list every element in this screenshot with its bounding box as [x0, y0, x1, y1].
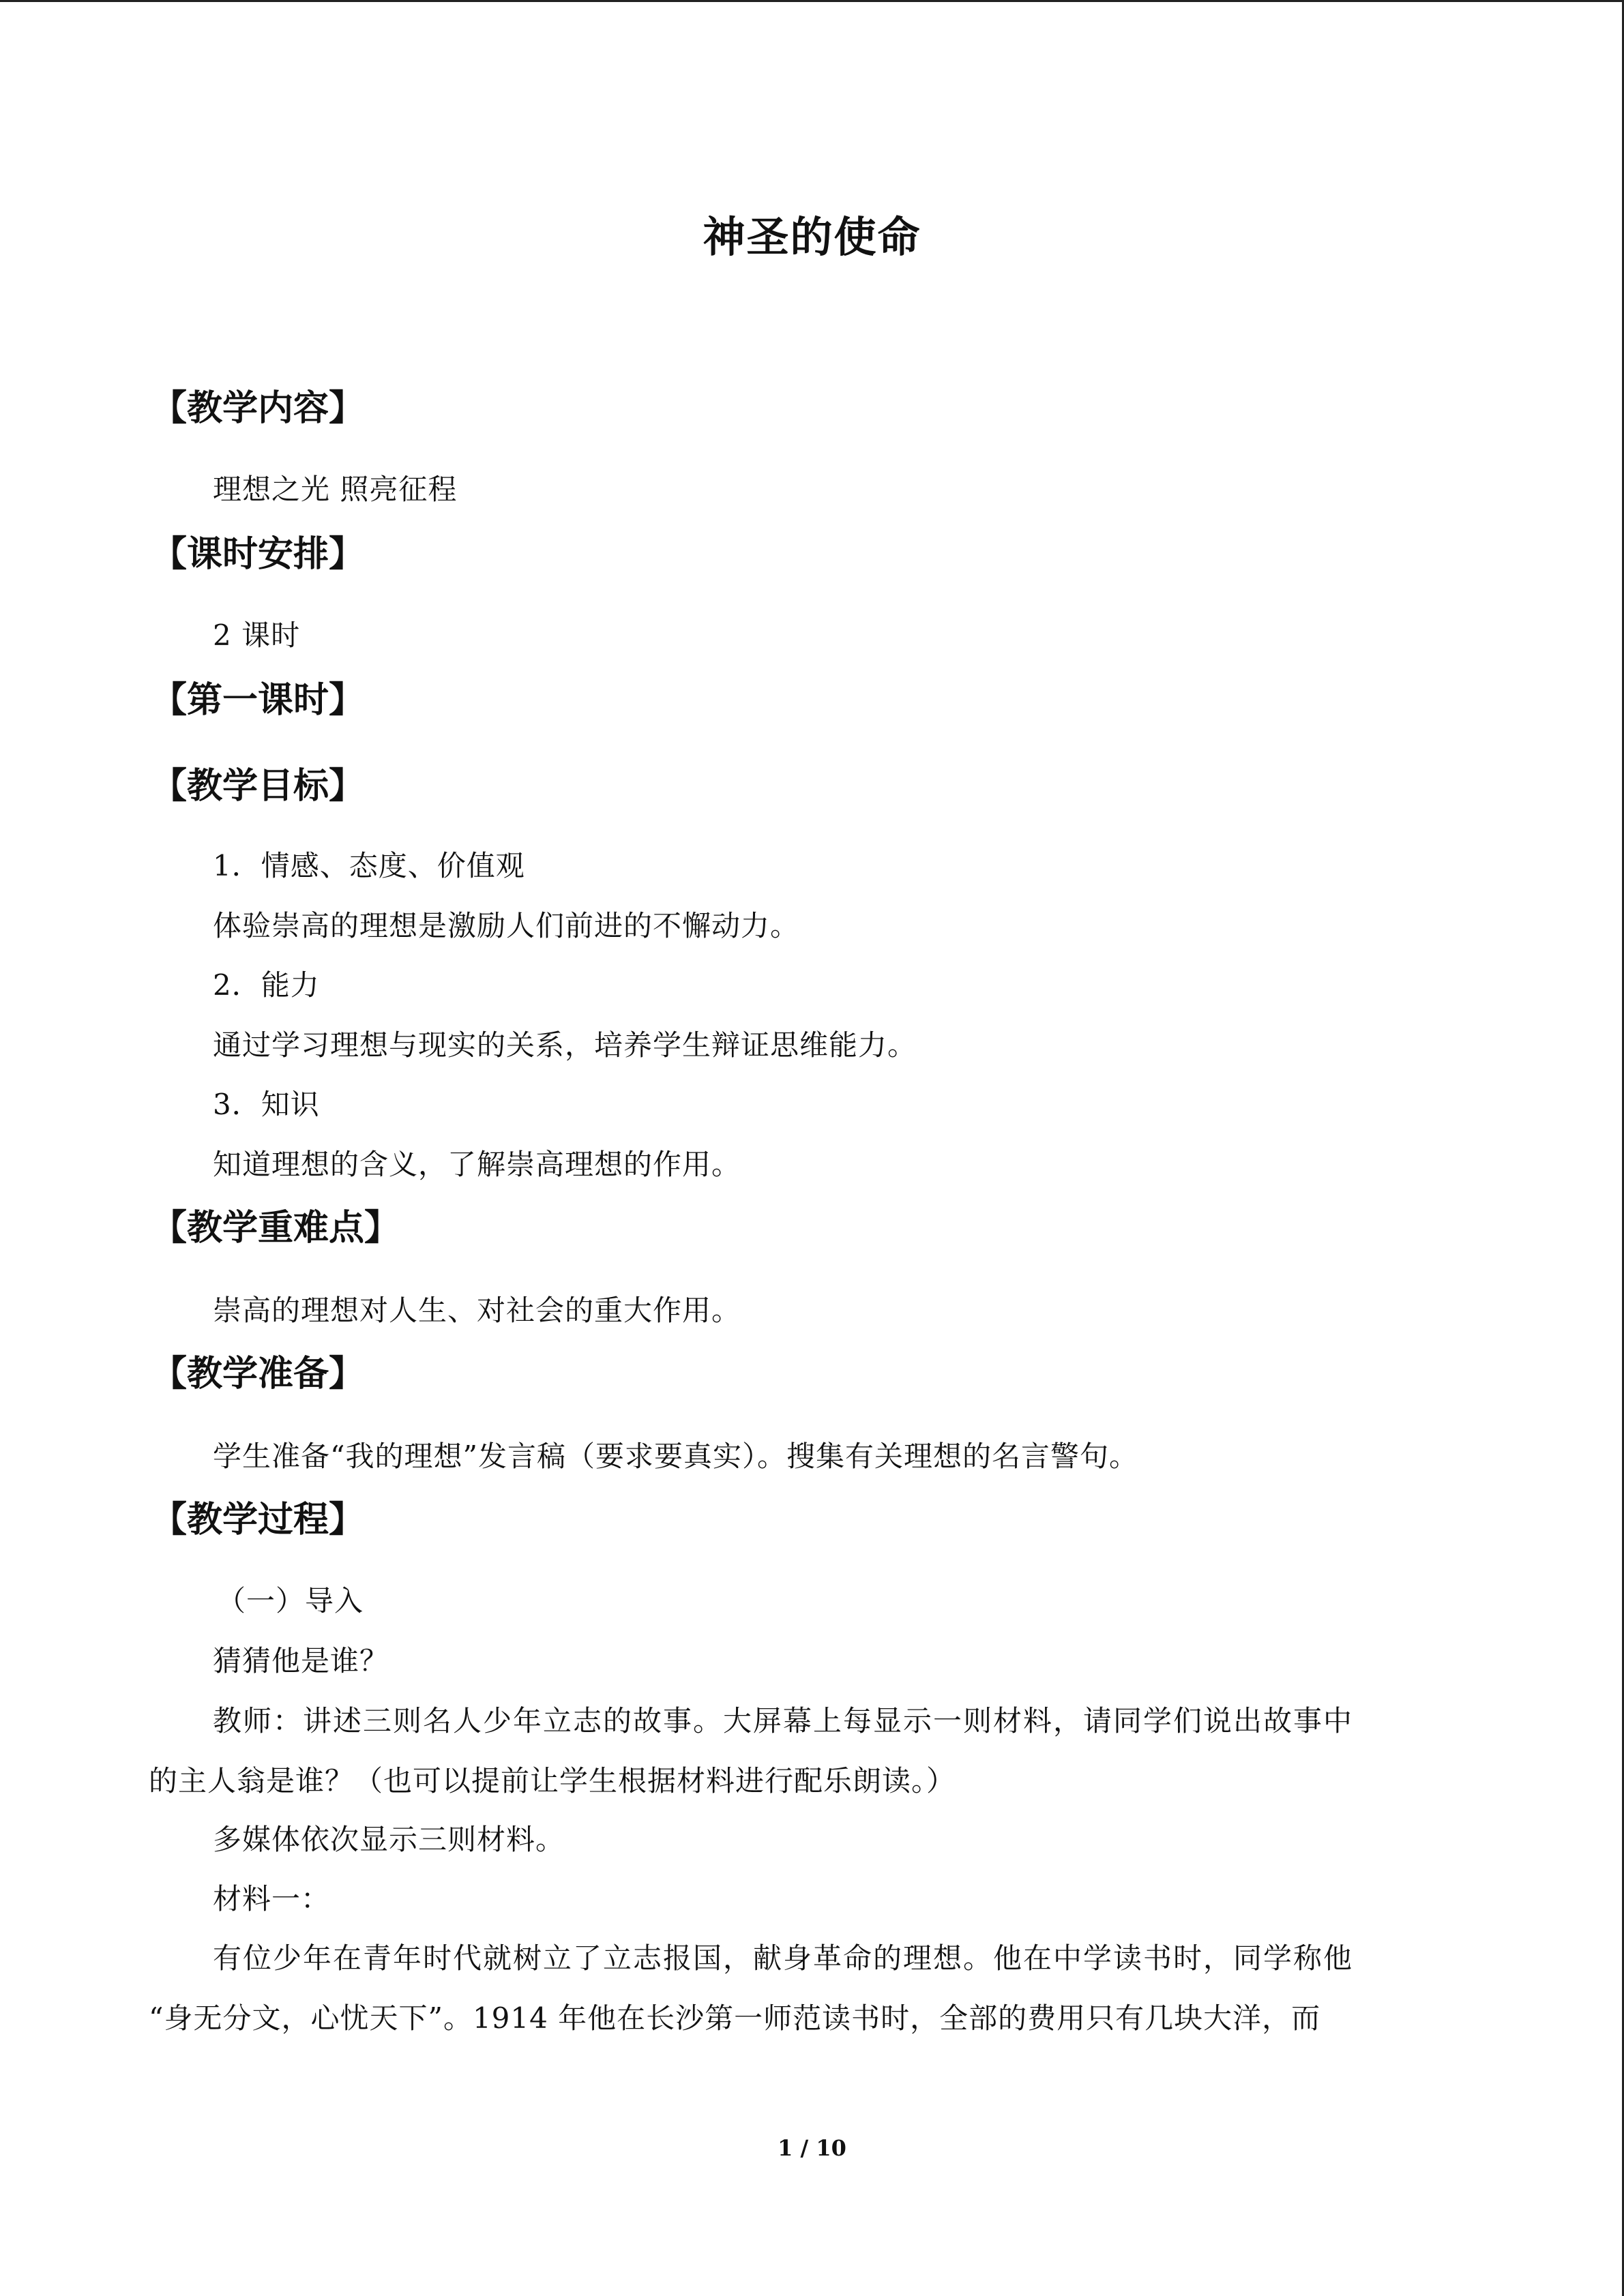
teaching-content-text: 理想之光 照亮征程	[213, 473, 458, 506]
goal-1-title: 1．情感、态度、价值观	[213, 849, 525, 882]
teaching-preparation-text: 学生准备“我的理想”发言稿（要求要真实）。搜集有关理想的名言警句。	[213, 1440, 1138, 1473]
teacher-text-line-1: 教师：讲述三则名人少年立志的故事。大屏幕上每显示一则材料，请同学们说出故事中	[213, 1704, 1354, 1738]
heading-teaching-content: 【教学内容】	[151, 388, 365, 429]
heading-first-lesson: 【第一课时】	[151, 680, 365, 721]
heading-teaching-process: 【教学过程】	[151, 1500, 365, 1540]
document-title: 神圣的使命	[703, 212, 921, 262]
multimedia-text: 多媒体依次显示三则材料。	[213, 1823, 565, 1856]
heading-key-points: 【教学重难点】	[151, 1208, 400, 1249]
heading-class-schedule: 【课时安排】	[151, 534, 365, 575]
intro-title: （一）导入	[217, 1584, 364, 1617]
heading-teaching-goals: 【教学目标】	[151, 766, 365, 807]
guess-text: 猜猜他是谁？	[213, 1644, 389, 1678]
key-points-text: 崇高的理想对人生、对社会的重大作用。	[213, 1294, 741, 1327]
material-1-label: 材料一：	[213, 1882, 331, 1915]
goal-2-title: 2．能力	[213, 968, 320, 1002]
material-1-line-2: “身无分文，心忧天下”。1914 年他在长沙第一师范读书时，全部的费用只有几块大洋，而	[149, 2001, 1321, 2035]
class-schedule-text: 2 课时	[213, 618, 301, 652]
goal-3-text: 知道理想的含义，了解崇高理想的作用。	[213, 1148, 741, 1181]
page-number: 1 / 10	[778, 2135, 846, 2161]
material-1-line-1: 有位少年在青年时代就树立了立志报国，献身革命的理想。他在中学读书时，同学称他	[213, 1941, 1354, 1975]
heading-teaching-preparation: 【教学准备】	[151, 1354, 365, 1395]
goal-3-title: 3．知识	[213, 1088, 320, 1121]
goal-2-text: 通过学习理想与现实的关系，培养学生辩证思维能力。	[213, 1028, 917, 1062]
teacher-text-line-2: 的主人翁是谁？（也可以提前让学生根据材料进行配乐朗读。）	[149, 1764, 956, 1798]
goal-1-text: 体验崇高的理想是激励人们前进的不懈动力。	[213, 909, 800, 942]
